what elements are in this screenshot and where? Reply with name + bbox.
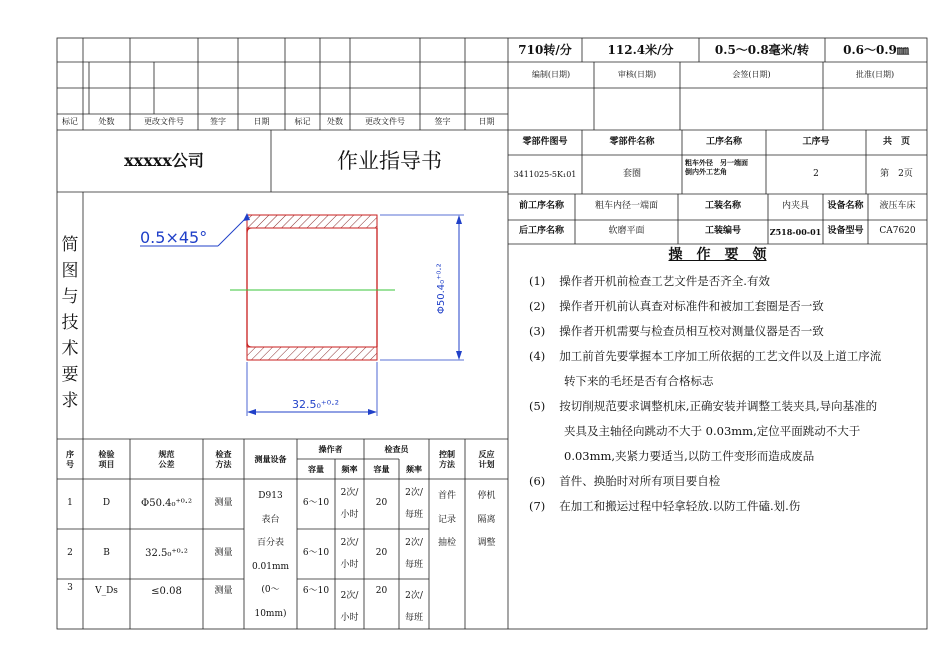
insp-h-cap1: 容量 (308, 464, 324, 474)
next-proc-label: 后工序名称 (518, 226, 564, 237)
op-item: (6) 首件、换胎时对所有项目要自检 (529, 474, 721, 488)
insp-cap2: 20 (375, 586, 388, 597)
insp-cap1: 6～10 (302, 548, 330, 559)
rev-label: 标记 (62, 117, 78, 126)
insp-item: V_Ds (95, 586, 118, 597)
insp-cap1: 6～10 (302, 498, 330, 509)
equip-model-label: 设备型号 (827, 226, 864, 237)
measuring-device: D913 表台 百分表 0.01mm (0～ 10mm) (251, 491, 290, 619)
insp-cap1: 6～10 (302, 586, 330, 597)
op-item: (4) 加工前首先要掌握本工序加工所依据的工艺文件以及上道工序流 (529, 349, 882, 363)
insp-h-item: 检验 项目 (98, 449, 115, 469)
fixture-no-value: Z518-00-01 (769, 227, 822, 237)
part-no-value: 3411025-5K₁01 (513, 169, 577, 179)
op-item: (2) 操作者开机前认真查对标准件和被加工套圈是否一致 (529, 299, 824, 313)
insp-spec: ≤0.08 (151, 585, 182, 597)
length-dim-label: 32.5₀⁺⁰·² (292, 398, 340, 411)
insp-spec: Φ50.4₀⁺⁰·² (141, 497, 192, 509)
insp-freq1: 2次/ 小时 (340, 591, 359, 623)
sign-label-countersigned: 会签(日期) (732, 70, 771, 79)
insp-method: 测量 (214, 586, 233, 597)
equip-name-label: 设备名称 (827, 201, 864, 212)
insp-h-method: 检查 方法 (215, 449, 232, 469)
header-param-speed: 710转/分 (518, 42, 572, 57)
insp-h-freq2: 频率 (406, 464, 422, 474)
next-proc-value: 软磨平面 (608, 226, 645, 237)
insp-h-no: 序 号 (66, 449, 74, 469)
rev-label: 日期 (253, 117, 270, 126)
rev-label: 处数 (327, 117, 343, 126)
insp-no: 2 (67, 548, 73, 559)
company-name: xxxxx公司 (124, 151, 204, 170)
insp-item: D (102, 498, 111, 509)
fixture-name-value: 内夹具 (781, 201, 809, 212)
proc-no-value: 2 (813, 168, 819, 179)
insp-h-freq1: 频率 (341, 464, 358, 474)
rev-label: 签字 (434, 117, 451, 126)
op-item: (3) 操作者开机需要与检查员相互校对测量仪器是否一致 (529, 324, 824, 338)
sign-label-approved: 批准(日期) (855, 70, 895, 79)
insp-freq2: 2次/ 每班 (404, 591, 423, 623)
insp-freq1: 2次/ 小时 (340, 538, 359, 570)
diameter-dim-label: Φ50.4₀⁺⁰·² (436, 263, 447, 314)
op-item: 夹具及主轴径向跳动不大于 0.03mm,定位平面跳动不大于 (564, 424, 861, 438)
proc-no-header: 工序号 (802, 136, 830, 147)
reaction-plan: 停机 隔离 调整 (477, 491, 496, 548)
op-item: 转下来的毛坯是否有合格标志 (564, 374, 714, 388)
insp-cap2: 20 (375, 498, 388, 509)
prev-proc-value: 粗车内径一端面 (594, 201, 658, 212)
insp-method: 测量 (214, 498, 233, 509)
sign-label-prepared: 编制(日期) (531, 70, 571, 79)
insp-h-ctrl: 控制 方法 (439, 449, 455, 469)
header-param-depth: 0.6～0.9㎜ (843, 42, 909, 57)
rev-label: 签字 (210, 117, 226, 126)
rev-label: 标记 (294, 117, 311, 126)
rev-label: 日期 (478, 117, 495, 126)
part-no-header: 零部件图号 (522, 136, 568, 147)
insp-method: 测量 (214, 548, 233, 559)
insp-h-react: 反应 计划 (478, 449, 495, 469)
insp-h-cap2: 容量 (373, 464, 390, 474)
insp-freq2: 2次/ 每班 (404, 488, 423, 520)
insp-h-operator: 操作者 (318, 444, 343, 454)
rev-label: 处数 (98, 117, 115, 126)
part-name-header: 零部件名称 (609, 136, 655, 147)
chamfer-label: 0.5×45° (140, 228, 208, 247)
proc-name-header: 工序名称 (705, 136, 742, 147)
op-item: 0.03mm,夹紧力要适当,以防工件变形而造成废品 (564, 449, 815, 463)
insp-no: 1 (67, 498, 73, 509)
header-param-feed: 0.5～0.8毫米/转 (714, 42, 810, 57)
sign-label-reviewed: 审核(日期) (617, 70, 657, 79)
insp-freq2: 2次/ 每班 (404, 538, 423, 570)
insp-h-inspector: 检查员 (384, 444, 409, 454)
insp-cap2: 20 (375, 548, 388, 559)
control-method: 首件 记录 抽检 (437, 491, 456, 548)
insp-no: 3 (67, 583, 73, 593)
total-pages-header: 共 页 (882, 136, 910, 147)
header-param-cut-speed: 112.4米/分 (607, 42, 674, 57)
equip-model-value: CA7620 (879, 226, 916, 237)
insp-spec: 32.5₀⁺⁰·² (145, 547, 188, 559)
ops-title: 操 作 要 领 (668, 247, 767, 263)
page-value: 第 2页 (880, 168, 913, 179)
fixture-name-label: 工装名称 (704, 201, 741, 212)
insp-freq1: 2次/ 小时 (340, 488, 359, 520)
rev-label: 更改文件号 (365, 117, 405, 126)
op-item: (1) 操作者开机前检查工艺文件是否齐全.有效 (529, 274, 770, 288)
insp-h-spec: 规范 公差 (158, 449, 175, 469)
doc-title: 作业指导书 (337, 148, 442, 173)
fixture-no-label: 工装编号 (704, 226, 741, 237)
insp-item: B (103, 548, 110, 559)
op-item: (5) 按切削规范要求调整机床,正确安装并调整工装夹具,导向基准的 (529, 399, 878, 413)
rev-label: 更改文件号 (144, 117, 184, 126)
part-name-value: 套圈 (622, 168, 641, 179)
proc-name-value: 粗车外径 另一端面 倒内外工艺角 (685, 158, 748, 177)
equip-name-value: 液压车床 (879, 201, 916, 212)
op-item: (7) 在加工和搬运过程中轻拿轻放.以防工件磕.划.伤 (529, 499, 801, 513)
prev-proc-label: 前工序名称 (518, 201, 564, 212)
side-label: 简 图 与 技 术 要 求 (61, 235, 79, 411)
insp-h-device: 测量设备 (254, 454, 287, 464)
